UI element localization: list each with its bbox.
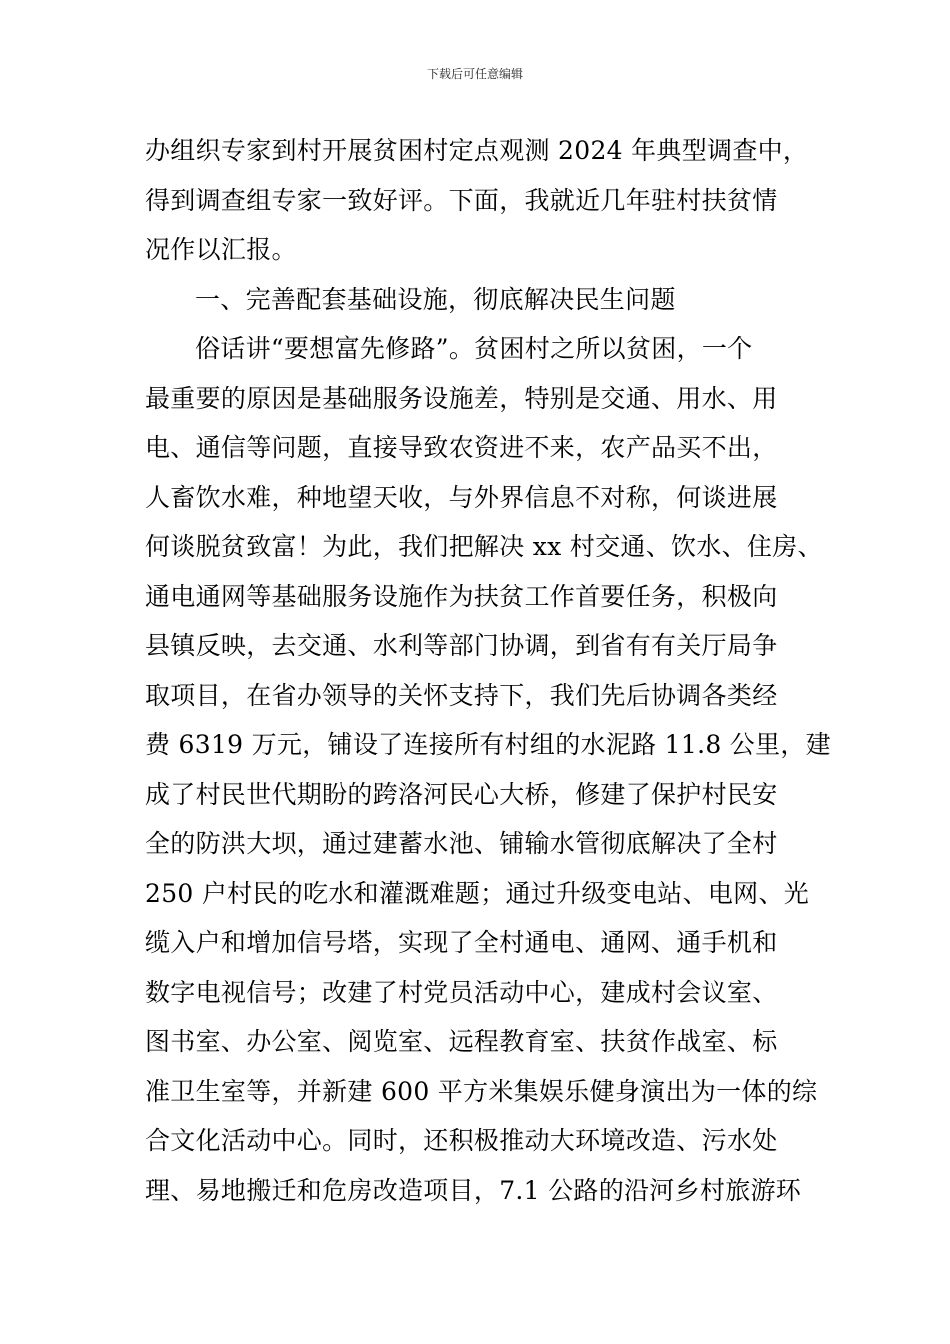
text-line: 图书室、办公室、阅览室、远程教育室、扶贫作战室、标 — [145, 1027, 778, 1056]
text-line: 全的防洪大坝，通过建蓄水池、铺输水管彻底解决了全村 — [145, 829, 778, 858]
text-line: 办组织专家到村开展贫困村定点观测 2024 年典型调查中， — [145, 136, 809, 165]
text-line: 电、通信等问题，直接导致农资进不来，农产品买不出， — [145, 433, 778, 462]
text-line: 合文化活动中心。同时，还积极推动大环境改造、污水处 — [145, 1126, 778, 1155]
text-line: 最重要的原因是基础服务设施差，特别是交通、用水、用 — [145, 383, 778, 413]
text-line: 数字电视信号；改建了村党员活动中心，建成村会议室、 — [145, 977, 778, 1007]
text-line: 成了村民世代期盼的跨洛河民心大桥，修建了保护村民安 — [145, 779, 778, 809]
document-body — [145, 126, 831, 1215]
text-line: 250 户村民的吃水和灌溉难题；通过升级变电站、电网、光 — [145, 878, 810, 908]
text-line: 何谈脱贫致富！为此，我们把解决 xx 村交通、饮水、住房、 — [145, 532, 823, 561]
text-line: 县镇反映，去交通、水利等部门协调，到省有有关厅局争 — [145, 631, 778, 660]
text-line: 俗话讲“要想富先修路”。贫困村之所以贫困，一个 — [195, 334, 753, 363]
text-line: 费 6319 万元，铺设了连接所有村组的水泥路 11.8 公里，建 — [145, 730, 831, 759]
text-line: 通电通网等基础服务设施作为扶贫工作首要任务，积极向 — [145, 581, 778, 611]
text-line: 况作以汇报。 — [145, 235, 297, 264]
text-line: 缆入户和增加信号塔，实现了全村通电、通网、通手机和 — [145, 928, 778, 957]
text-line: 得到调查组专家一致好评。下面，我就近几年驻村扶贫情 — [145, 185, 778, 215]
text-line: 取项目，在省办领导的关怀支持下，我们先后协调各类经 — [145, 680, 778, 710]
text-line: 一、完善配套基础设施，彻底解决民生问题 — [195, 284, 676, 314]
text-line: 理、易地搬迁和危房改造项目，7.1 公路的沿河乡村旅游环 — [145, 1175, 802, 1205]
text-line: 人畜饮水难，种地望天收，与外界信息不对称，何谈进展 — [145, 482, 778, 512]
text-line: 准卫生室等，并新建 600 平方米集娱乐健身演出为一体的综 — [145, 1076, 818, 1106]
page-header: 下载后可任意编辑 — [426, 67, 523, 81]
